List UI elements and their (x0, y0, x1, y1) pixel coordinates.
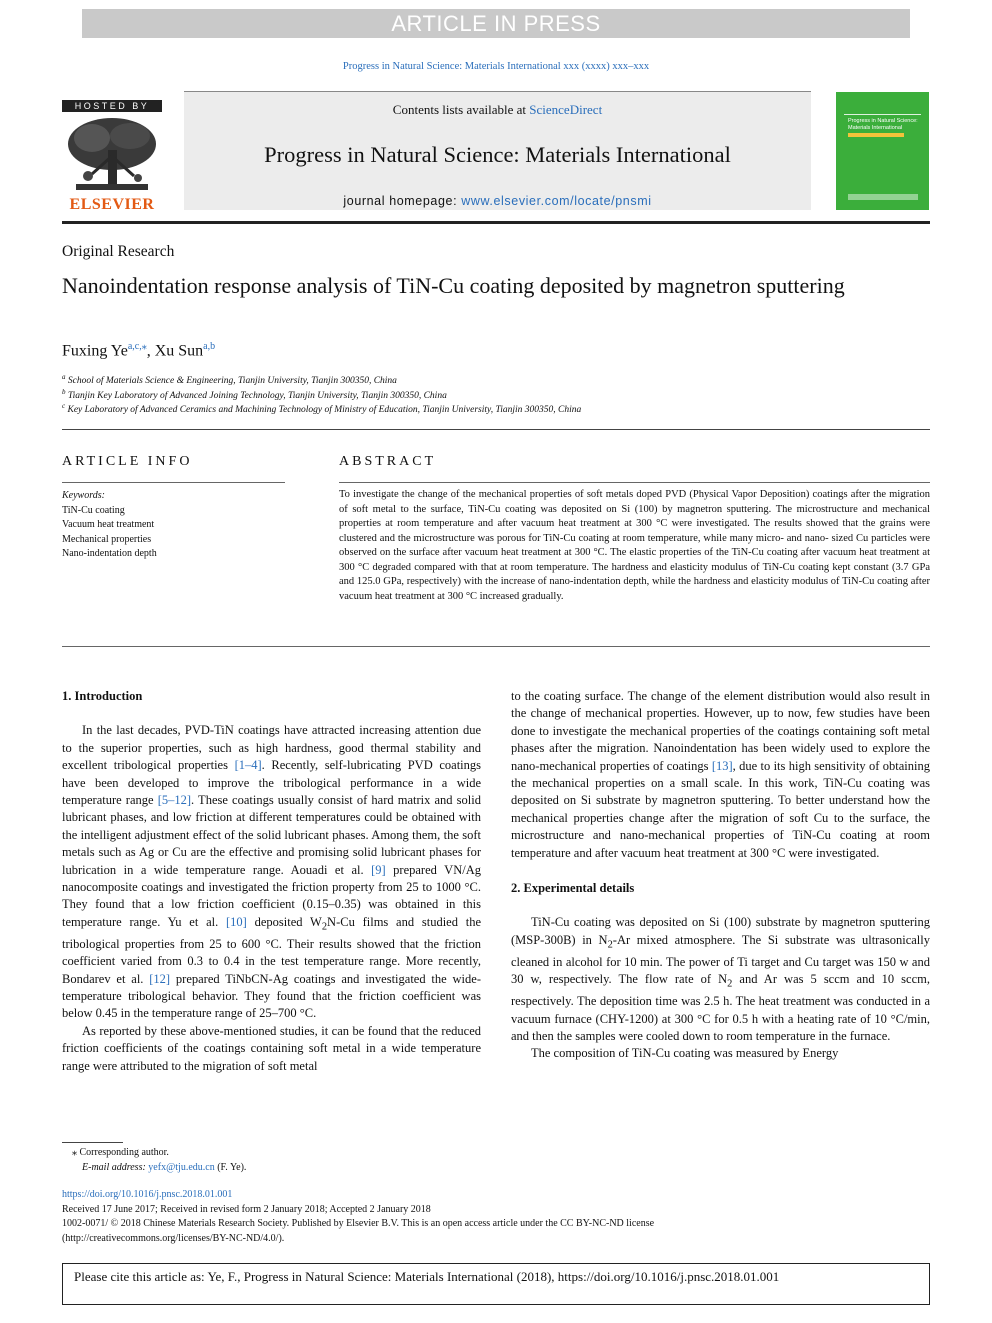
affiliation-text: Tianjin Key Laboratory of Advanced Joining Technology, Tianjin University, Tianjin 300350, China (67, 391, 447, 402)
license-url: (http://creativecommons.org/licenses/BY-NC-ND/4.0/). (62, 1232, 285, 1244)
citation-link[interactable]: [13] (711, 758, 733, 773)
author-list (62, 341, 215, 360)
affiliation-a (62, 373, 397, 386)
text-run: . These coatings usually consist of hard matrix and solid lubricant phases, and low friction at different temperatures could be obtained with the intelligent adjustment effect of the solid lubricant phases. Among them, the soft metals such as Ag or Cu are the effective and promising solid lubricant phases for lubrication in a wide temperature range. Aouadi et al. (62, 793, 481, 877)
section-heading-introduction: 1. Introduction (62, 689, 143, 703)
body-left-column (62, 688, 481, 1075)
citation-link[interactable]: [12] (149, 971, 171, 986)
homepage-line (184, 194, 811, 208)
text-run: deposited W (246, 914, 322, 929)
journal-name: Progress in Natural Science: Materials International (264, 142, 731, 167)
header-rule (62, 221, 930, 224)
subscript: 2 (321, 921, 328, 933)
abstract-heading: ABSTRACT (339, 454, 437, 469)
author-separator: , (146, 342, 155, 360)
abstract-end-rule (62, 646, 930, 647)
text-run: N-Cu films and studied the tribological properties from 25 to 600 °C. Their results showed that the friction coefficient varied from 0.3 to 0.4 in the test temperature range. More recently, Bondarev et al. (62, 914, 482, 986)
email-label: E-mail address: (82, 1161, 149, 1173)
text-run: In the last decades, PVD-TiN coatings have attracted increasing attention due to the superior properties, such as high hardness, good thermal stability and excellent tribological properties (62, 723, 481, 773)
journal-citation-link[interactable]: Progress in Natural Science: Materials International xxx (xxxx) xxx–xxx (342, 61, 650, 72)
affiliation-c (62, 402, 581, 415)
text-run: , due to its high sensitivity of obtaining the mechanical properties on a small scale. In this work, TiN-Cu coating was deposited on Si substrate by magnetron sputtering. To better understand how the mechanical properties change after the migration of soft Cu to the surface, the microstructure and nano-mechanical properties of TiN-Cu coating at room temperature and after vacuum heat treatment at 300 °C were investigated. (511, 758, 931, 860)
keyword-item: Nano-indentation depth (62, 548, 157, 559)
article-type: Original Research (62, 243, 175, 260)
citation-link[interactable]: [9] (371, 862, 386, 877)
elsevier-wordmark: ELSEVIER (69, 196, 155, 213)
email-note (62, 1161, 246, 1176)
keyword-item: TiN-Cu coating (62, 504, 125, 516)
email-link[interactable]: yefx@tju.edu.cn (148, 1161, 215, 1173)
body-paragraph (511, 914, 930, 1045)
corresponding-author-note: ⁎ Corresponding author. (72, 1147, 169, 1158)
email-suffix: (F. Ye). (214, 1161, 247, 1173)
cite-text: Please cite this article as: Ye, F., Progress in Natural Science: Materials International (2018), https://doi.org/10.1016/j.pnsc.2018.01.001 (74, 1269, 780, 1284)
author-name: Xu Sun (154, 342, 204, 360)
text-run: and Ar was 5 sccm and 10 sccm, respectively. The deposition time was 2.5 h. The heat treatment was conducted in a vacuum furnace (CHY-1200) at 300 °C for 0.5 h with a heating rate of 10 °C/min, and then the samples were cooled down to room temperature in the furnace. (511, 972, 930, 1043)
text-run: to the coating surface. The change of the element distribution would also result in the change of mechanical properties. However, up to now, few studies have been done to investigate the mechanical properties of the coatings containing soft metal phases after the migration. Nanoindentation has been widely used to explore the nano-mechanical properties of coatings (511, 689, 930, 773)
text-run: prepared VN/Ag nanocomposite coatings and investigated the friction property from 25 to 1000 °C. They found that a low friction coefficient (0.15–0.35) was obtained in this temperature range. Yu et al. (62, 862, 481, 929)
author-affiliation-marks[interactable]: a,b (203, 341, 216, 352)
body-right-column (511, 688, 930, 1063)
publication-info (62, 1188, 654, 1246)
article-title: Nanoindentation response analysis of TiN-Cu coating deposited by magnetron sputtering (62, 273, 845, 298)
author-affiliation-marks[interactable]: a,c,⁎ (127, 341, 147, 352)
keyword-item: Mechanical properties (62, 533, 152, 545)
abstract-text: To investigate the change of the mechanical properties of soft metals doped PVD (Physical Vapor Deposition) coatings after the migration of soft metal to the surface, TiN-Cu coating was deposited on Si (100) by magnetron sputtering. The microstructure and mechanical properties at room temperature and after vacuum heat treatment at 300 °C were investigated. The results showed that the grains were clustered and the microstructure was porous for TiN-Cu coating at room temperature, while many micro- and nano- sized Cu particles were observed on the surface after vacuum heat treatment at 300 °C. The elastic properties of the TiN-Cu coating after vacuum heat treatment at 300 °C degraded compared with that at room temperature. The hardness and elasticity modulus of TiN-Cu coating kept constant (3.7 GPa and 125.0 GPa, respectively) with the increase of nano-indentation depth, while the hardness and elasticity modulus of TiN-Cu coating after vacuum heat treatment at 300 °C increased gradually. (339, 489, 930, 602)
affiliation-key: b (62, 388, 66, 396)
article-in-press-banner: ARTICLE IN PRESS (82, 9, 910, 38)
body-paragraph: As reported by these above-mentioned studies, it can be found that the reduced friction coefficients of the coatings containing soft metal in a wide temperature range were attributed to the migration of soft metal (62, 1023, 481, 1073)
text-run: prepared TiNbCN-Ag coatings and investigated the wide-temperature tribological behavior. They found that the friction coefficient was below 0.45 in the temperature range of 25–700 °C. (62, 971, 481, 1021)
subscript: 2 (607, 939, 613, 951)
affiliation-text: School of Materials Science & Engineering, Tianjin University, Tianjin 300350, China (67, 376, 397, 387)
body-paragraph: The composition of TiN-Cu coating was measured by Energy (531, 1046, 839, 1061)
affiliation-key: a (62, 373, 66, 381)
cover-title: Progress in Natural Science: Materials International (848, 118, 918, 131)
affiliation-key: c (62, 402, 66, 410)
article-info-rule (62, 482, 285, 483)
body-paragraph (62, 722, 481, 1022)
abstract-rule (339, 482, 930, 483)
author-name: Fuxing Ye (62, 342, 128, 360)
article-info-heading: ARTICLE INFO (62, 454, 193, 469)
journal-masthead (184, 91, 811, 210)
text-run: TiN-Cu coating was deposited on Si (100) substrate by magnetron sputtering (MSP-300B) in N (511, 915, 930, 947)
affiliations-rule (62, 429, 930, 430)
citation-link[interactable]: [10] (226, 914, 247, 929)
contents-prefix: Contents lists available at (392, 102, 530, 117)
affiliation-b (62, 388, 447, 401)
publisher-logo-block (62, 100, 162, 212)
elsevier-tree-icon (62, 116, 162, 196)
text-run: -Ar mixed atmosphere. The Si substrate was ultrasonically cleaned in alcohol for 10 min. The power of Ti target and Cu target was 150 w and 30 w, respectively. The flow rate of N (511, 932, 931, 987)
section-heading-experimental: 2. Experimental details (511, 881, 635, 896)
license-line: 1002-0071/ © 2018 Chinese Materials Research Society. Published by Elsevier B.V. This is an open access article under the CC BY-NC-ND license (62, 1218, 655, 1229)
keyword-item: Vacuum heat treatment (62, 519, 155, 530)
text-run: . Recently, self-lubricating PVD coatings have been developed to improve the tribological performance in a wide temperature range (62, 758, 482, 808)
affiliation-text: Key Laboratory of Advanced Ceramics and Machining Technology of Ministry of Education, Tianjin University, Tianjin 300350, China (67, 405, 582, 416)
cover-logos (848, 194, 918, 200)
sciencedirect-link[interactable]: ScienceDirect (529, 102, 603, 117)
citation-link[interactable]: [1–4] (234, 758, 262, 773)
contents-line (184, 102, 811, 118)
citation-link[interactable]: [5–12] (157, 793, 192, 808)
footnotes (62, 1146, 246, 1175)
keywords-block (62, 489, 157, 562)
journal-cover-thumbnail (836, 92, 929, 210)
hosted-by-label: HOSTED BY (62, 100, 162, 112)
homepage-link[interactable]: www.elsevier.com/locate/pnsmi (461, 194, 652, 208)
doi-link[interactable]: https://doi.org/10.1016/j.pnsc.2018.01.001 (62, 1189, 233, 1200)
keywords-label: Keywords: (62, 490, 105, 501)
received-dates: Received 17 June 2017; Received in revised form 2 January 2018; Accepted 2 January 2018 (62, 1203, 431, 1215)
cite-this-article-box (62, 1263, 930, 1305)
homepage-label: journal homepage: (343, 194, 462, 208)
footnote-rule (62, 1142, 123, 1143)
cover-rule (844, 114, 921, 115)
subscript: 2 (727, 978, 733, 990)
body-paragraph (511, 688, 930, 862)
cover-band (848, 133, 904, 137)
